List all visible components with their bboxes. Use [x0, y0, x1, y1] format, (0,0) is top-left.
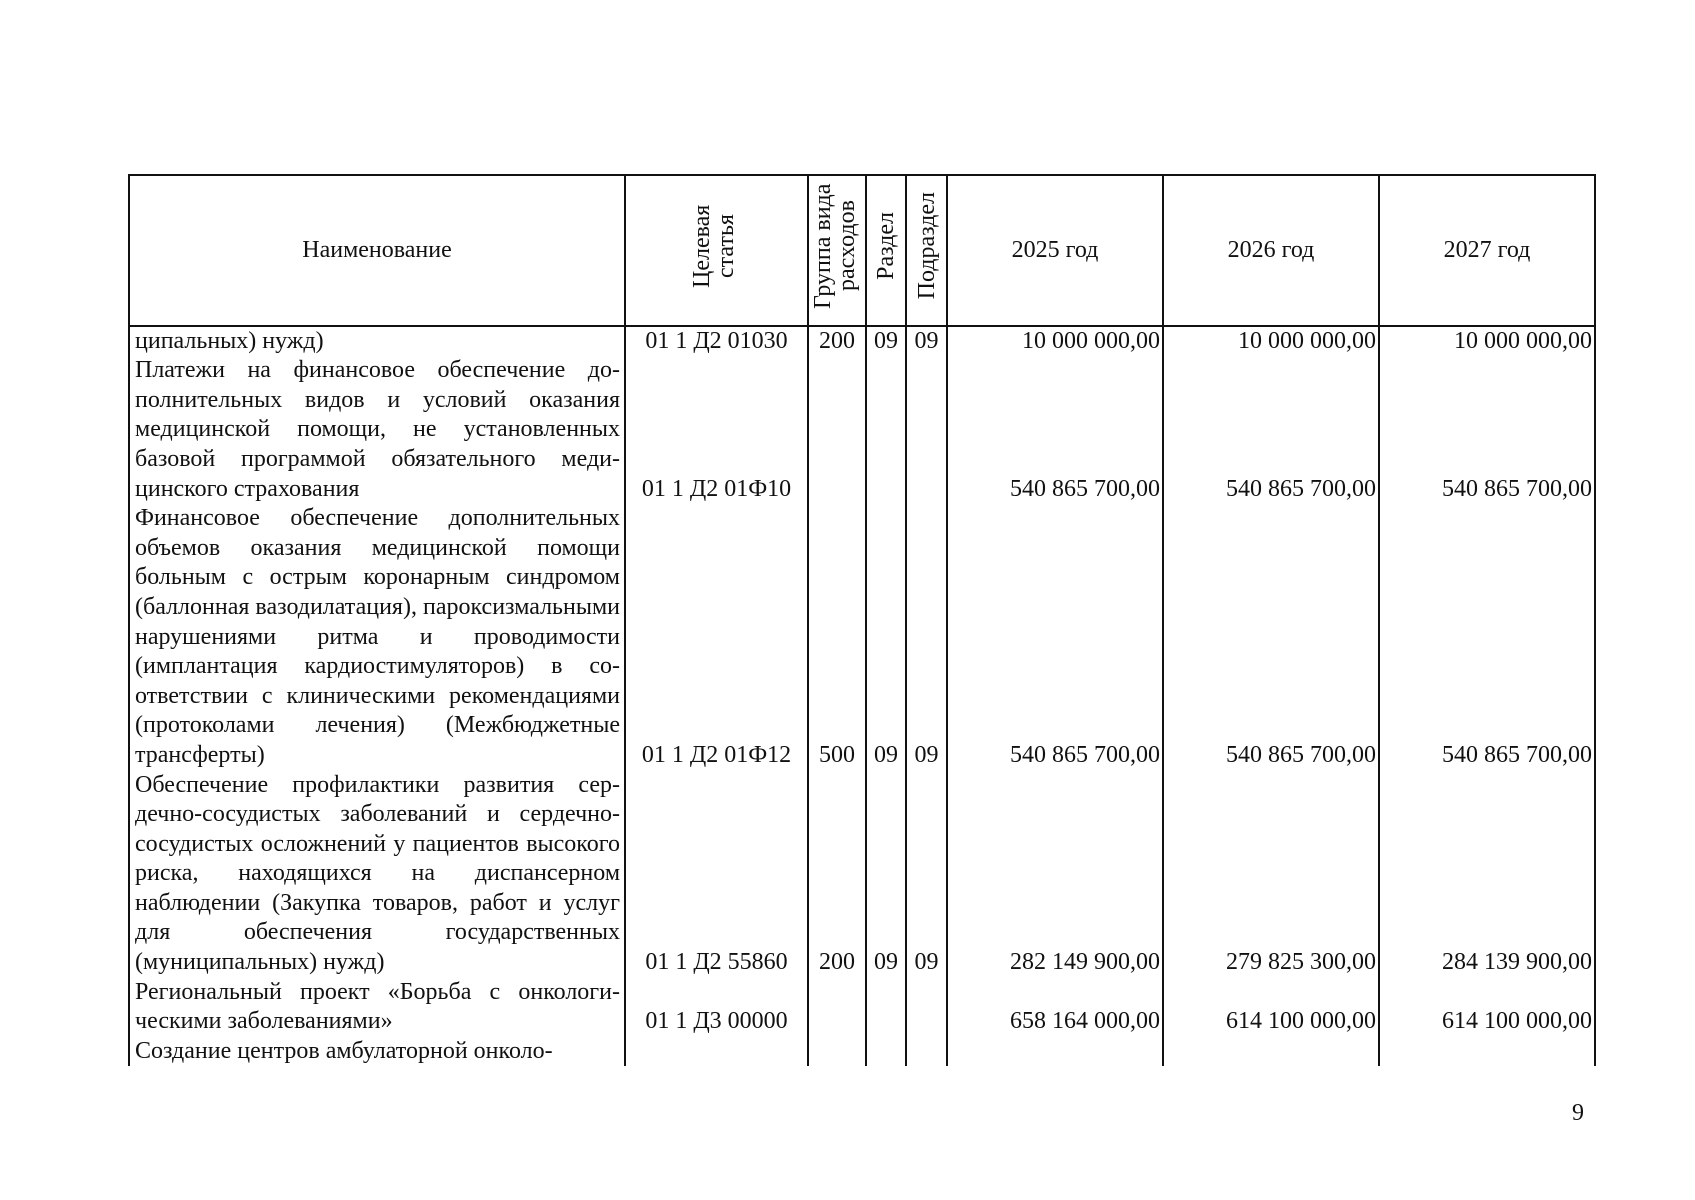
row-amount-2025: 658 164 000,00 [947, 978, 1163, 1037]
row-group: 200 [808, 771, 866, 978]
row-subsection: 09 [906, 504, 947, 770]
table-row [129, 771, 1595, 978]
row-amount-2025 [947, 1037, 1163, 1067]
header-row [129, 175, 1595, 326]
row-group [808, 356, 866, 504]
row-amount-2026: 540 865 700,00 [1163, 356, 1379, 504]
budget-table [128, 174, 1596, 1066]
row-amount-2027: 540 865 700,00 [1379, 356, 1595, 504]
row-section: 09 [866, 504, 906, 770]
row-amount-2025: 540 865 700,00 [947, 356, 1163, 504]
table-row [129, 326, 1595, 357]
row-section: 09 [866, 326, 906, 357]
row-amount-2027: 540 865 700,00 [1379, 504, 1595, 770]
row-section [866, 978, 906, 1037]
table-row [129, 504, 1595, 770]
row-amount-2026: 614 100 000,00 [1163, 978, 1379, 1037]
row-group: 200 [808, 326, 866, 357]
row-amount-2025: 282 149 900,00 [947, 771, 1163, 978]
header-group: Группа вида расходов [810, 183, 860, 309]
row-section: 09 [866, 771, 906, 978]
row-amount-2027: 614 100 000,00 [1379, 978, 1595, 1037]
table-body [129, 326, 1595, 1067]
header-2027: 2027 год [1379, 175, 1595, 326]
row-name: Региональный проект «Борьба с онкологическими заболеваниями» [129, 978, 625, 1037]
row-subsection [906, 356, 947, 504]
row-group [808, 1037, 866, 1067]
row-name: ципальных) нужд) [129, 326, 625, 357]
table-row [129, 356, 1595, 504]
row-subsection [906, 978, 947, 1037]
row-code: 01 1 Д3 00000 [625, 978, 808, 1037]
row-group [808, 978, 866, 1037]
row-amount-2026: 540 865 700,00 [1163, 504, 1379, 770]
row-amount-2026: 279 825 300,00 [1163, 771, 1379, 978]
header-code: Целевая статья [688, 204, 739, 288]
page-number: 9 [1572, 1100, 1584, 1126]
row-amount-2025: 10 000 000,00 [947, 326, 1163, 357]
row-amount-2027: 10 000 000,00 [1379, 326, 1595, 357]
row-subsection [906, 1037, 947, 1067]
row-code [625, 1037, 808, 1067]
row-code: 01 1 Д2 01Ф10 [625, 356, 808, 504]
header-2025: 2025 год [947, 175, 1163, 326]
header-section: Раздел [873, 212, 899, 280]
row-name: Финансовое обеспечение дополнительных объемов оказания медицинской помощи больным с острым коронарным синдромом (баллонная вазодилатация), пароксизмальными нарушениями ритма и проводимости (имплантация кардиостимуляторов) в соответствии с клиническими рекомендациями (протоколами лечения) (Межбюджетные трансферты) [129, 504, 625, 770]
row-section [866, 356, 906, 504]
row-code: 01 1 Д2 55860 [625, 771, 808, 978]
header-2026: 2026 год [1163, 175, 1379, 326]
row-amount-2025: 540 865 700,00 [947, 504, 1163, 770]
table-row [129, 1037, 1595, 1067]
row-amount-2027 [1379, 1037, 1595, 1067]
row-group: 500 [808, 504, 866, 770]
row-code: 01 1 Д2 01030 [625, 326, 808, 357]
row-name: Платежи на финансовое обеспечение дополнительных видов и условий оказания медицинской помощи, не установленных базовой программой обязательного медицинского страхования [129, 356, 625, 504]
row-amount-2026 [1163, 1037, 1379, 1067]
row-amount-2026: 10 000 000,00 [1163, 326, 1379, 357]
header-subsection: Подраздел [913, 192, 940, 300]
row-name: Обеспечение профилактики развития сердечно-сосудистых заболеваний и сердечно-сосудистых осложнений у пациентов высокого риска, находящихся на диспансерном наблюдении (Закупка товаров, работ и услуг для обеспечения государственных (муниципальных) нужд) [129, 771, 625, 978]
header-name: Наименование [129, 175, 625, 326]
row-subsection: 09 [906, 326, 947, 357]
row-section [866, 1037, 906, 1067]
row-amount-2027: 284 139 900,00 [1379, 771, 1595, 978]
row-code: 01 1 Д2 01Ф12 [625, 504, 808, 770]
row-name: Создание центров амбулаторной онколо- [129, 1037, 625, 1067]
row-subsection: 09 [906, 771, 947, 978]
table-row [129, 978, 1595, 1037]
